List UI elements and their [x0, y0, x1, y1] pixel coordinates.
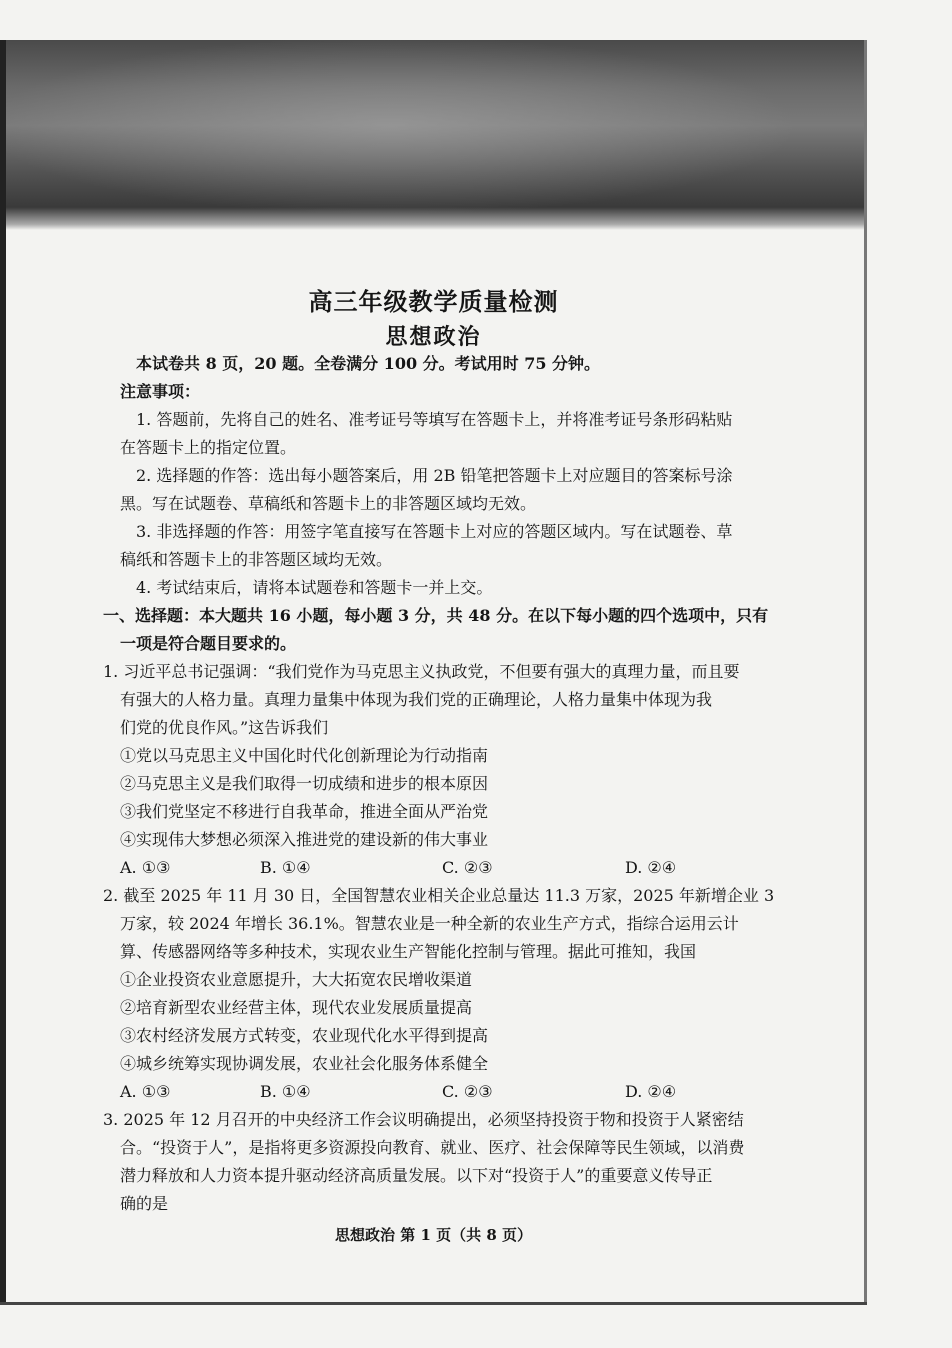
question-1-option-a: A. ①③: [120, 858, 171, 877]
scan-left-edge: [0, 40, 6, 1305]
notice-line: 在答题卡上的指定位置。: [120, 438, 297, 457]
question-2-item: ④城乡统筹实现协调发展，农业社会化服务体系健全: [120, 1054, 489, 1073]
question-2-stem: 万家，较 2024 年增长 36.1%。智慧农业是一种全新的农业生产方式，指综合运用云计: [120, 914, 739, 933]
notice-line: 黑。写在试题卷、草稿纸和答题卡上的非答题区域均无效。: [120, 494, 537, 513]
notice-line: 1. 答题前，先将自己的姓名、准考证号等填写在答题卡上，并将准考证号条形码粘贴: [136, 410, 733, 429]
notice-line: 4. 考试结束后，请将本试题卷和答题卡一并上交。: [136, 578, 493, 597]
question-2-option-c: C. ②③: [442, 1082, 493, 1101]
question-1-item: ②马克思主义是我们取得一切成绩和进步的根本原因: [120, 774, 489, 793]
exam-title: 高三年级教学质量检测: [308, 287, 559, 316]
question-2-option-b: B. ①④: [260, 1082, 311, 1101]
question-1-item: ③我们党坚定不移进行自我革命，推进全面从严治党: [120, 802, 489, 821]
section-heading: 一、选择题：本大题共 16 小题，每小题 3 分，共 48 分。在以下每小题的四个选项中，只有: [103, 606, 769, 625]
question-2-option-d: D. ②④: [625, 1082, 677, 1101]
question-2-item: ②培育新型农业经营主体，现代农业发展质量提高: [120, 998, 473, 1017]
notice-line: 2. 选择题的作答：选出每小题答案后，用 2B 铅笔把答题卡上对应题目的答案标号涂: [136, 466, 733, 485]
question-1-item: ①党以马克思主义中国化时代化创新理论为行动指南: [120, 746, 489, 765]
question-1-option-b: B. ①④: [260, 858, 311, 877]
notice-heading: 注意事项：: [120, 382, 201, 401]
question-3-stem: 合。“投资于人”，是指将更多资源投向教育、就业、医疗、社会保障等民生领域，以消费: [120, 1138, 745, 1157]
scanner-shadow-band: [0, 40, 867, 230]
question-3-stem: 确的是: [120, 1194, 169, 1213]
exam-intro: 本试卷共 8 页，20 题。全卷满分 100 分。考试用时 75 分钟。: [136, 354, 601, 373]
question-1-stem: 有强大的人格力量。真理力量集中体现为我们党的正确理论，人格力量集中体现为我: [120, 690, 713, 709]
question-2-stem: 2. 截至 2025 年 11 月 30 日，全国智慧农业相关企业总量达 11.3 万家，2025 年新增企业 3: [103, 886, 775, 905]
question-1-option-d: D. ②④: [625, 858, 677, 877]
question-2-stem: 算、传感器网络等多种技术，实现农业生产智能化控制与管理。据此可推知，我国: [120, 942, 697, 961]
question-3-stem: 3. 2025 年 12 月召开的中央经济工作会议明确提出，必须坚持投资于物和投资于人紧密结: [103, 1110, 744, 1129]
question-1-stem: 1. 习近平总书记强调：“我们党作为马克思主义执政党，不但要有强大的真理力量，而且要: [103, 662, 740, 681]
question-2-option-a: A. ①③: [120, 1082, 171, 1101]
scan-bottom-edge: [0, 1302, 867, 1305]
notice-line: 3. 非选择题的作答：用签字笔直接写在答题卡上对应的答题区域内。写在试题卷、草: [136, 522, 733, 541]
exam-subject: 思想政治: [385, 324, 482, 350]
question-2-item: ①企业投资农业意愿提升，大大拓宽农民增收渠道: [120, 970, 473, 989]
section-heading-cont: 一项是符合题目要求的。: [120, 634, 297, 653]
page-footer: 思想政治 第 1 页（共 8 页）: [335, 1226, 532, 1244]
question-2-item: ③农村经济发展方式转变，农业现代化水平得到提高: [120, 1026, 489, 1045]
page-right-edge: [864, 40, 867, 1305]
question-1-item: ④实现伟大梦想必须深入推进党的建设新的伟大事业: [120, 830, 489, 849]
question-3-stem: 潜力释放和人力资本提升驱动经济高质量发展。以下对“投资于人”的重要意义传导正: [120, 1166, 713, 1185]
question-1-option-c: C. ②③: [442, 858, 493, 877]
question-1-stem: 们党的优良作风。”这告诉我们: [120, 718, 329, 737]
notice-line: 稿纸和答题卡上的非答题区域均无效。: [120, 550, 393, 569]
